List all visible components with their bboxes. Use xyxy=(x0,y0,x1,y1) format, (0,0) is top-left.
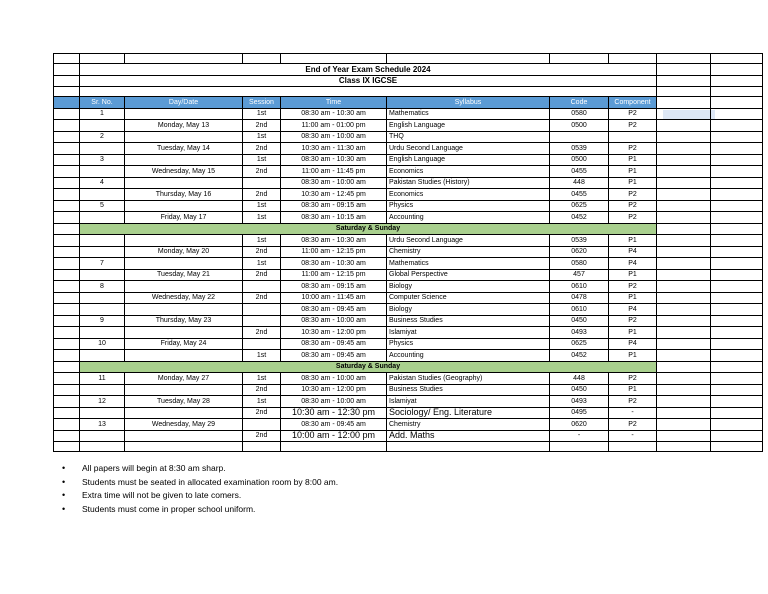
table-row xyxy=(54,292,763,304)
code-cell: 0452 xyxy=(550,212,609,224)
syllabus-cell: Biology xyxy=(387,281,550,293)
time-cell: 08:30 am - 09:45 am xyxy=(281,419,387,431)
table-row xyxy=(54,327,763,339)
time-cell: 08:30 am - 10:30 am xyxy=(281,154,387,166)
notes-list xyxy=(62,462,338,516)
day-date-cell: Tuesday, May 21 xyxy=(125,269,243,281)
syllabus-cell: Biology xyxy=(387,304,550,316)
exam-schedule-sheet xyxy=(53,53,763,452)
code-cell: 0620 xyxy=(550,246,609,258)
weekend-row xyxy=(54,223,763,235)
table-row xyxy=(54,304,763,316)
day-date-cell: Tuesday, May 14 xyxy=(125,143,243,155)
day-date-cell xyxy=(125,177,243,189)
code-cell: 0610 xyxy=(550,281,609,293)
day-date-cell xyxy=(125,430,243,442)
session-cell: 2nd xyxy=(243,189,281,201)
code-cell: 0580 xyxy=(550,108,609,120)
code-cell: 0455 xyxy=(550,166,609,178)
sr-no-cell: 12 xyxy=(80,396,125,408)
table-row xyxy=(54,430,763,442)
sr-no-cell xyxy=(80,327,125,339)
code-cell: 0455 xyxy=(550,189,609,201)
day-date-cell: Thursday, May 23 xyxy=(125,315,243,327)
day-date-cell xyxy=(125,407,243,419)
syllabus-cell: Economics xyxy=(387,166,550,178)
session-cell: 2nd xyxy=(243,246,281,258)
component-cell xyxy=(609,131,657,143)
table-row xyxy=(54,419,763,431)
code-cell xyxy=(550,131,609,143)
syllabus-cell: Islamiyat xyxy=(387,327,550,339)
session-cell: 2nd xyxy=(243,120,281,132)
component-cell: P1 xyxy=(609,166,657,178)
syllabus-cell: Physics xyxy=(387,200,550,212)
table-row xyxy=(54,200,763,212)
syllabus-cell: Computer Science xyxy=(387,292,550,304)
sr-no-cell: 4 xyxy=(80,177,125,189)
day-date-cell: Monday, May 27 xyxy=(125,373,243,385)
sr-no-cell xyxy=(80,407,125,419)
syllabus-cell: Mathematics xyxy=(387,258,550,270)
table-row xyxy=(54,143,763,155)
syllabus-cell: Mathematics xyxy=(387,108,550,120)
day-date-cell: Wednesday, May 29 xyxy=(125,419,243,431)
sr-no-cell: 2 xyxy=(80,131,125,143)
code-cell: 448 xyxy=(550,177,609,189)
day-date-cell: Friday, May 17 xyxy=(125,212,243,224)
subtitle-row xyxy=(54,75,763,87)
day-date-cell: Wednesday, May 15 xyxy=(125,166,243,178)
component-cell: P1 xyxy=(609,235,657,247)
syllabus-cell: Sociology/ Eng. Literature xyxy=(387,407,550,419)
session-cell: 2nd xyxy=(243,143,281,155)
code-cell: 0478 xyxy=(550,292,609,304)
code-cell: - xyxy=(550,430,609,442)
component-cell: P1 xyxy=(609,384,657,396)
session-cell: 2nd xyxy=(243,430,281,442)
component-cell: P4 xyxy=(609,304,657,316)
component-cell: - xyxy=(609,407,657,419)
table-row xyxy=(54,246,763,258)
blank-row xyxy=(54,87,763,97)
time-cell: 11:00 am - 01:00 pm xyxy=(281,120,387,132)
day-date-cell: Monday, May 13 xyxy=(125,120,243,132)
sr-no-cell xyxy=(80,269,125,281)
table-row xyxy=(54,258,763,270)
time-cell: 08:30 am - 10:30 am xyxy=(281,235,387,247)
table-row xyxy=(54,315,763,327)
table-row xyxy=(54,235,763,247)
table-row xyxy=(54,154,763,166)
day-date-cell xyxy=(125,281,243,293)
component-cell: P1 xyxy=(609,177,657,189)
code-cell: 0495 xyxy=(550,407,609,419)
time-cell: 08:30 am - 10:00 am xyxy=(281,396,387,408)
sr-no-cell xyxy=(80,212,125,224)
code-cell: 0539 xyxy=(550,235,609,247)
component-cell: P2 xyxy=(609,281,657,293)
sr-no-cell xyxy=(80,246,125,258)
time-cell: 08:30 am - 10:00 am xyxy=(281,373,387,385)
col-header-sr-no: Sr. No. xyxy=(80,97,125,109)
component-cell: P1 xyxy=(609,350,657,362)
table-row xyxy=(54,338,763,350)
table-row xyxy=(54,131,763,143)
component-cell: P2 xyxy=(609,120,657,132)
day-date-cell: Monday, May 20 xyxy=(125,246,243,258)
session-cell: 1st xyxy=(243,373,281,385)
sr-no-cell xyxy=(80,189,125,201)
time-cell: 10:00 am - 12:00 pm xyxy=(281,430,387,442)
day-date-cell: Tuesday, May 28 xyxy=(125,396,243,408)
code-cell: 0610 xyxy=(550,304,609,316)
note-item: • All papers will begin at 8:30 am sharp. xyxy=(62,462,338,476)
code-cell: 448 xyxy=(550,373,609,385)
weekend-label: Saturday & Sunday xyxy=(80,361,657,373)
bullet-icon: • xyxy=(62,476,66,487)
session-cell: 1st xyxy=(243,350,281,362)
syllabus-cell: Chemistry xyxy=(387,419,550,431)
time-cell: 08:30 am - 09:15 am xyxy=(281,200,387,212)
component-cell: P1 xyxy=(609,327,657,339)
session-cell xyxy=(243,315,281,327)
col-header-day-date: Day/Date xyxy=(125,97,243,109)
sr-no-cell: 5 xyxy=(80,200,125,212)
component-cell: P2 xyxy=(609,396,657,408)
time-cell: 10:30 am - 12:45 pm xyxy=(281,189,387,201)
sr-no-cell xyxy=(80,120,125,132)
time-cell: 08:30 am - 10:30 am xyxy=(281,258,387,270)
day-date-cell xyxy=(125,304,243,316)
syllabus-cell: Pakistan Studies (History) xyxy=(387,177,550,189)
day-date-cell xyxy=(125,384,243,396)
table-row xyxy=(54,177,763,189)
sr-no-cell: 3 xyxy=(80,154,125,166)
code-cell: 0625 xyxy=(550,200,609,212)
session-cell: 1st xyxy=(243,396,281,408)
session-cell: 2nd xyxy=(243,407,281,419)
syllabus-cell: Urdu Second Language xyxy=(387,235,550,247)
component-cell: P4 xyxy=(609,338,657,350)
syllabus-cell: Add. Maths xyxy=(387,430,550,442)
table-row xyxy=(54,269,763,281)
session-cell xyxy=(243,177,281,189)
session-cell: 1st xyxy=(243,131,281,143)
component-cell: P2 xyxy=(609,419,657,431)
day-date-cell xyxy=(125,350,243,362)
bullet-icon: • xyxy=(62,490,66,500)
time-cell: 08:30 am - 10:00 am xyxy=(281,177,387,189)
table-row xyxy=(54,212,763,224)
col-header-session: Session xyxy=(243,97,281,109)
syllabus-cell: Physics xyxy=(387,338,550,350)
syllabus-cell: Urdu Second Language xyxy=(387,143,550,155)
sr-no-cell: 11 xyxy=(80,373,125,385)
syllabus-cell: Business Studies xyxy=(387,315,550,327)
table-row xyxy=(54,350,763,362)
syllabus-cell: THQ xyxy=(387,131,550,143)
syllabus-cell: Economics xyxy=(387,189,550,201)
component-cell: - xyxy=(609,430,657,442)
title-row xyxy=(54,64,763,76)
syllabus-cell: Accounting xyxy=(387,350,550,362)
col-header-code: Code xyxy=(550,97,609,109)
code-cell: 0493 xyxy=(550,327,609,339)
session-cell: 2nd xyxy=(243,166,281,178)
session-cell: 1st xyxy=(243,212,281,224)
syllabus-cell: Accounting xyxy=(387,212,550,224)
time-cell: 10:30 am - 12:00 pm xyxy=(281,384,387,396)
code-cell: 0493 xyxy=(550,396,609,408)
session-cell: 1st xyxy=(243,108,281,120)
session-cell: 1st xyxy=(243,258,281,270)
syllabus-cell: English Language xyxy=(387,120,550,132)
sr-no-cell xyxy=(80,166,125,178)
day-date-cell xyxy=(125,258,243,270)
col-header-syllabus: Syllabus xyxy=(387,97,550,109)
code-cell: 0539 xyxy=(550,143,609,155)
day-date-cell: Friday, May 24 xyxy=(125,338,243,350)
session-cell xyxy=(243,338,281,350)
component-cell: P2 xyxy=(609,200,657,212)
component-cell: P1 xyxy=(609,154,657,166)
time-cell: 10:30 am - 12:00 pm xyxy=(281,327,387,339)
component-cell: P2 xyxy=(609,143,657,155)
syllabus-cell: Business Studies xyxy=(387,384,550,396)
code-cell: 0625 xyxy=(550,338,609,350)
time-cell: 08:30 am - 09:45 am xyxy=(281,304,387,316)
syllabus-cell: Pakistan Studies (Geography) xyxy=(387,373,550,385)
code-cell: 0500 xyxy=(550,154,609,166)
schedule-table xyxy=(53,53,763,452)
table-row xyxy=(54,108,763,120)
session-cell: 2nd xyxy=(243,384,281,396)
day-date-cell xyxy=(125,154,243,166)
day-date-cell: Thursday, May 16 xyxy=(125,189,243,201)
col-header-time: Time xyxy=(281,97,387,109)
weekend-label: Saturday & Sunday xyxy=(80,223,657,235)
time-cell: 08:30 am - 09:15 am xyxy=(281,281,387,293)
day-date-cell: Wednesday, May 22 xyxy=(125,292,243,304)
table-row xyxy=(54,396,763,408)
code-cell: 0500 xyxy=(550,120,609,132)
syllabus-cell: Islamiyat xyxy=(387,396,550,408)
code-cell: 0580 xyxy=(550,258,609,270)
session-cell: 2nd xyxy=(243,292,281,304)
sr-no-cell xyxy=(80,304,125,316)
day-date-cell xyxy=(125,131,243,143)
time-cell: 10:00 am - 11:45 am xyxy=(281,292,387,304)
session-cell: 1st xyxy=(243,235,281,247)
syllabus-cell: English Language xyxy=(387,154,550,166)
day-date-cell xyxy=(125,108,243,120)
syllabus-cell: Chemistry xyxy=(387,246,550,258)
day-date-cell xyxy=(125,200,243,212)
syllabus-cell: Global Perspective xyxy=(387,269,550,281)
time-cell: 08:30 am - 10:00 am xyxy=(281,315,387,327)
note-item: • Students must be seated in allocated examination room by 8:00 am. xyxy=(62,476,338,490)
session-cell: 1st xyxy=(243,200,281,212)
table-row xyxy=(54,281,763,293)
sr-no-cell xyxy=(80,384,125,396)
sr-no-cell xyxy=(80,292,125,304)
sr-no-cell: 7 xyxy=(80,258,125,270)
bullet-icon: • xyxy=(62,503,66,514)
time-cell: 11:00 am - 11:45 pm xyxy=(281,166,387,178)
sr-no-cell: 1 xyxy=(80,108,125,120)
blank-row xyxy=(54,442,763,452)
blank-row xyxy=(54,54,763,64)
table-row xyxy=(54,384,763,396)
sr-no-cell xyxy=(80,143,125,155)
table-row xyxy=(54,407,763,419)
session-cell xyxy=(243,304,281,316)
time-cell: 11:00 am - 12:15 pm xyxy=(281,269,387,281)
time-cell: 08:30 am - 10:15 am xyxy=(281,212,387,224)
time-cell: 08:30 am - 10:00 am xyxy=(281,131,387,143)
component-cell: P4 xyxy=(609,246,657,258)
component-cell: P2 xyxy=(609,212,657,224)
schedule-title: End of Year Exam Schedule 2024 xyxy=(80,64,657,76)
column-header-row xyxy=(54,97,763,109)
table-row xyxy=(54,373,763,385)
day-date-cell xyxy=(125,235,243,247)
note-item: • Students must come in proper school uniform. xyxy=(62,503,338,517)
component-cell: P4 xyxy=(609,258,657,270)
sr-no-cell: 10 xyxy=(80,338,125,350)
component-cell: P2 xyxy=(609,315,657,327)
session-cell xyxy=(243,281,281,293)
code-cell: 0450 xyxy=(550,384,609,396)
session-cell: 1st xyxy=(243,154,281,166)
col-header-component: Component xyxy=(609,97,657,109)
code-cell: 0452 xyxy=(550,350,609,362)
session-cell xyxy=(243,419,281,431)
component-cell: P1 xyxy=(609,269,657,281)
code-cell: 0620 xyxy=(550,419,609,431)
table-row xyxy=(54,120,763,132)
sr-no-cell xyxy=(80,350,125,362)
time-cell: 10:30 am - 12:30 pm xyxy=(281,407,387,419)
note-item: • Extra time will not be given to late comers. xyxy=(62,489,338,503)
time-cell: 10:30 am - 11:30 am xyxy=(281,143,387,155)
time-cell: 08:30 am - 10:30 am xyxy=(281,108,387,120)
sr-no-cell: 13 xyxy=(80,419,125,431)
time-cell: 08:30 am - 09:45 am xyxy=(281,338,387,350)
schedule-subtitle: Class IX IGCSE xyxy=(80,75,657,87)
sr-no-cell xyxy=(80,235,125,247)
time-cell: 08:30 am - 09:45 am xyxy=(281,350,387,362)
sr-no-cell xyxy=(80,430,125,442)
code-cell: 0450 xyxy=(550,315,609,327)
sr-no-cell: 9 xyxy=(80,315,125,327)
component-cell: P2 xyxy=(609,373,657,385)
bullet-icon: • xyxy=(62,463,66,473)
table-row xyxy=(54,166,763,178)
component-cell: P1 xyxy=(609,292,657,304)
sr-no-cell: 8 xyxy=(80,281,125,293)
table-row xyxy=(54,189,763,201)
time-cell: 11:00 am - 12:15 pm xyxy=(281,246,387,258)
component-cell: P2 xyxy=(609,189,657,201)
code-cell: 457 xyxy=(550,269,609,281)
session-cell: 2nd xyxy=(243,327,281,339)
component-cell: P2 xyxy=(609,108,657,120)
session-cell: 2nd xyxy=(243,269,281,281)
day-date-cell xyxy=(125,327,243,339)
weekend-row xyxy=(54,361,763,373)
